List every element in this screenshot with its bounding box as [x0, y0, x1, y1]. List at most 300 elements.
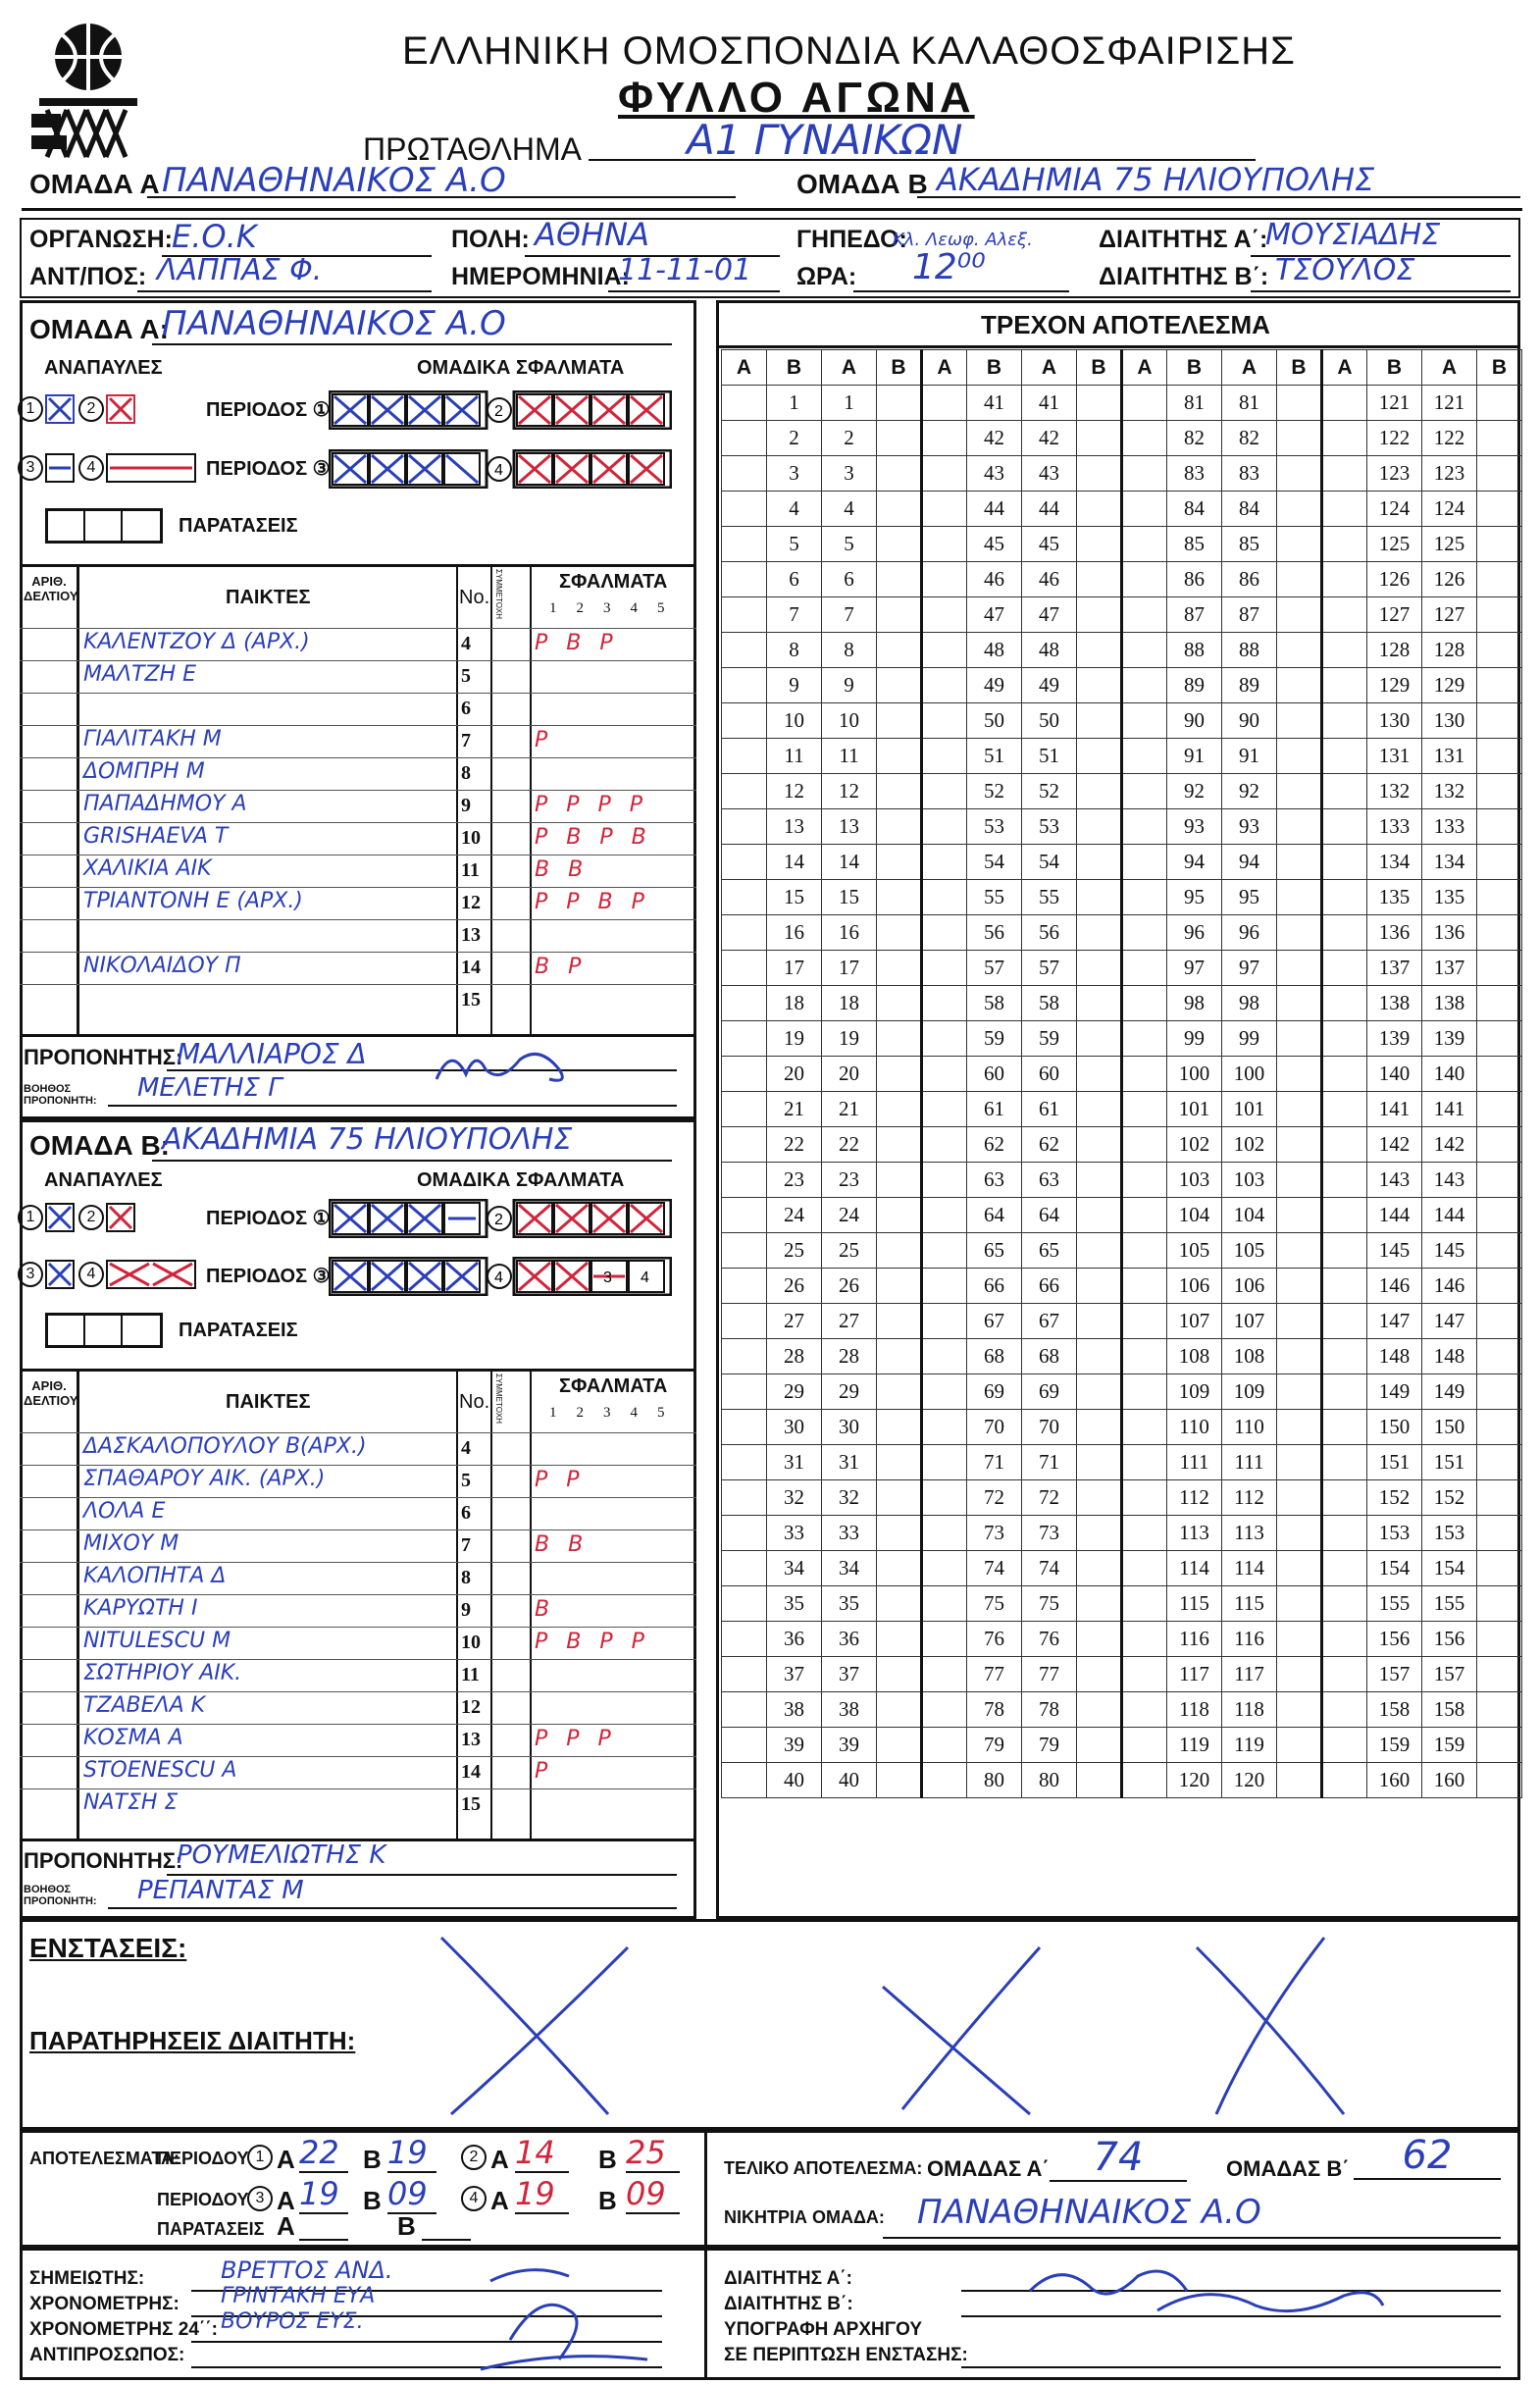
- final-team-b-label: ΟΜΑΔΑΣ Β΄: [1226, 2156, 1350, 2181]
- score-cell: 89: [1167, 668, 1222, 703]
- score-cell: [722, 880, 767, 915]
- score-cell: 3: [767, 456, 822, 492]
- team-a-player-number: 14: [461, 957, 481, 978]
- score-cell: [877, 1622, 922, 1657]
- ot-a-line: [299, 2239, 348, 2241]
- score-cell: [1277, 1657, 1322, 1692]
- score-cell: 128: [1422, 633, 1477, 668]
- score-cell: [1077, 1763, 1122, 1798]
- score-cell: 45: [1022, 527, 1077, 562]
- team-b-timeout-3-box[interactable]: [45, 1260, 75, 1289]
- score-cell: 80: [967, 1763, 1022, 1798]
- score-cell: 102: [1222, 1127, 1277, 1163]
- score-cell: 46: [967, 562, 1022, 597]
- team-b-timeout-4-marker: 4: [78, 1262, 104, 1287]
- score-cell: 26: [767, 1269, 822, 1304]
- score-cell: 3: [822, 456, 877, 492]
- score-cell: [1277, 1728, 1322, 1763]
- protest-cross-marks: [412, 1928, 1491, 2124]
- score-cell: [1277, 739, 1322, 774]
- team-b-timeout-2-box[interactable]: [106, 1203, 135, 1232]
- score-cell: [1122, 562, 1167, 597]
- score-cell: 123: [1367, 456, 1422, 492]
- score-cell: [1077, 774, 1122, 809]
- score-cell: 2: [822, 421, 877, 456]
- score-cell: [1477, 1445, 1522, 1480]
- team-a-timeout-4-box[interactable]: [106, 453, 196, 483]
- score-cell: 82: [1222, 421, 1277, 456]
- score-cell: 86: [1167, 562, 1222, 597]
- score-cell: 128: [1367, 633, 1422, 668]
- court-label: ΓΗΠΕΔΟ:: [796, 226, 907, 253]
- team-b-player-fouls: B: [535, 1597, 556, 1622]
- score-cell: [922, 1304, 967, 1339]
- score-cell: [1077, 1233, 1122, 1269]
- score-cell: 107: [1167, 1304, 1222, 1339]
- score-col-header: Α: [1322, 350, 1367, 386]
- score-cell: [922, 1692, 967, 1728]
- score-cell: 134: [1367, 845, 1422, 880]
- score-cell: [1277, 633, 1322, 668]
- score-cell: [1277, 880, 1322, 915]
- p3-a-value: 19: [299, 2175, 348, 2214]
- score-cell: 97: [1222, 951, 1277, 986]
- score-cell: 140: [1367, 1057, 1422, 1092]
- score-cell: 47: [967, 597, 1022, 633]
- score-cell: 74: [967, 1551, 1022, 1586]
- score-cell: 52: [1022, 774, 1077, 809]
- team-a-player-number: 10: [461, 827, 481, 849]
- score-cell: 153: [1367, 1516, 1422, 1551]
- score-cell: 12: [822, 774, 877, 809]
- score-cell: 109: [1167, 1374, 1222, 1410]
- score-cell: 51: [967, 739, 1022, 774]
- winner-line: [883, 2237, 1501, 2239]
- team-b-player-number: 11: [461, 1664, 480, 1685]
- score-cell: 15: [822, 880, 877, 915]
- p1-a-value: 22: [299, 2134, 348, 2173]
- score-cell: [1077, 562, 1122, 597]
- score-cell: 44: [1022, 492, 1077, 527]
- score-cell: [1077, 1410, 1122, 1445]
- ref1-label: ΔΙΑΙΤΗΤΗΣ Α΄:: [1099, 226, 1268, 253]
- team-a-timeout-3-box[interactable]: [45, 453, 75, 483]
- score-cell: [1277, 1480, 1322, 1516]
- score-cell: 48: [967, 633, 1022, 668]
- score-cell: [877, 1516, 922, 1551]
- team-a-player-name: GRISHAEVA Τ: [83, 824, 229, 849]
- score-cell: 98: [1167, 986, 1222, 1021]
- score-cell: 87: [1222, 597, 1277, 633]
- score-cell: [1322, 668, 1367, 703]
- team-a-player-name: ΝΙΚΟΛΑΙΔΟΥ Π: [83, 954, 241, 978]
- team-a-player-fouls: P: [535, 728, 554, 752]
- score-cell: 64: [967, 1198, 1022, 1233]
- score-cell: 42: [1022, 421, 1077, 456]
- score-cell: [1077, 845, 1122, 880]
- team-b-player-number: 4: [461, 1437, 471, 1459]
- score-cell: [1077, 1304, 1122, 1339]
- score-cell: [1122, 456, 1167, 492]
- score-cell: 34: [822, 1551, 877, 1586]
- score-cell: [1322, 1480, 1367, 1516]
- score-cell: [1077, 1657, 1122, 1692]
- score-cell: 79: [1022, 1728, 1077, 1763]
- score-cell: 72: [967, 1480, 1022, 1516]
- score-cell: [1477, 880, 1522, 915]
- p3-b-label: B: [363, 2186, 382, 2215]
- score-cell: 115: [1222, 1586, 1277, 1622]
- score-cell: [1322, 1728, 1367, 1763]
- team-b-player-fouls: P B P P: [535, 1630, 650, 1654]
- score-col-header: Α: [1022, 350, 1077, 386]
- score-cell: [1077, 703, 1122, 739]
- score-cell: 84: [1167, 492, 1222, 527]
- score-cell: [1077, 492, 1122, 527]
- score-cell: 4: [822, 492, 877, 527]
- score-cell: [922, 880, 967, 915]
- score-cell: [922, 1586, 967, 1622]
- score-cell: [1477, 597, 1522, 633]
- score-cell: 32: [767, 1480, 822, 1516]
- score-cell: 25: [822, 1233, 877, 1269]
- score-cell: 62: [967, 1127, 1022, 1163]
- score-cell: 84: [1222, 492, 1277, 527]
- score-cell: 66: [967, 1269, 1022, 1304]
- score-cell: 31: [822, 1445, 877, 1480]
- score-col-header: Α: [1422, 350, 1477, 386]
- p4-a-value: 19: [515, 2175, 569, 2214]
- score-cell: [922, 774, 967, 809]
- score-cell: [1122, 1092, 1167, 1127]
- score-cell: 38: [767, 1692, 822, 1728]
- score-cell: 111: [1222, 1445, 1277, 1480]
- score-cell: [1322, 739, 1367, 774]
- score-cell: 37: [822, 1657, 877, 1692]
- score-col-header: Β: [1277, 350, 1322, 386]
- team-b-player-row: [20, 1432, 696, 1465]
- score-cell: [1122, 739, 1167, 774]
- score-cell: [722, 951, 767, 986]
- championship-value: Α1 ΓΥΝΑΙΚΩΝ: [687, 116, 963, 164]
- score-cell: [877, 492, 922, 527]
- score-cell: 20: [822, 1057, 877, 1092]
- score-cell: 50: [967, 703, 1022, 739]
- score-cell: 76: [1022, 1622, 1077, 1657]
- score-cell: 85: [1222, 527, 1277, 562]
- score-cell: [877, 809, 922, 845]
- score-cell: [1477, 1586, 1522, 1622]
- team-b-player-row: [20, 1562, 696, 1594]
- score-cell: [1322, 1410, 1367, 1445]
- score-cell: 40: [822, 1763, 877, 1798]
- score-cell: 75: [967, 1586, 1022, 1622]
- score-cell: [722, 774, 767, 809]
- score-cell: 8: [767, 633, 822, 668]
- score-cell: 66: [1022, 1269, 1077, 1304]
- score-cell: [922, 562, 967, 597]
- score-cell: [1277, 1021, 1322, 1057]
- team-a-player-number: 7: [461, 730, 471, 751]
- score-cell: [1277, 1516, 1322, 1551]
- score-cell: 27: [822, 1304, 877, 1339]
- score-cell: [1477, 1657, 1522, 1692]
- score-cell: 160: [1422, 1763, 1477, 1798]
- score-cell: [722, 1480, 767, 1516]
- score-cell: 14: [767, 845, 822, 880]
- score-cell: 9: [767, 668, 822, 703]
- score-cell: [877, 1657, 922, 1692]
- score-col-header: Β: [967, 350, 1022, 386]
- header-rule: [22, 208, 1522, 211]
- team-a-player-name: ΔΟΜΠΡΗ Μ: [83, 759, 205, 784]
- score-cell: 79: [967, 1728, 1022, 1763]
- score-cell: 64: [1022, 1198, 1077, 1233]
- score-cell: 36: [767, 1622, 822, 1657]
- score-cell: 7: [767, 597, 822, 633]
- score-cell: 57: [1022, 951, 1077, 986]
- team-a-player-row: [20, 790, 696, 822]
- score-col-header: Α: [822, 350, 877, 386]
- score-cell: 55: [967, 880, 1022, 915]
- score-cell: 63: [1022, 1163, 1077, 1198]
- score-cell: [1477, 527, 1522, 562]
- date-line: [608, 290, 780, 292]
- score-cell: 126: [1422, 562, 1477, 597]
- score-cell: 21: [822, 1092, 877, 1127]
- score-cell: [1322, 1692, 1367, 1728]
- score-cell: 130: [1367, 703, 1422, 739]
- team-b-player-number: 9: [461, 1599, 471, 1621]
- team-a-timeout-1-box[interactable]: [45, 394, 75, 424]
- score-cell: 74: [1022, 1551, 1077, 1586]
- score-cell: [1277, 1233, 1322, 1269]
- score-cell: 6: [767, 562, 822, 597]
- score-cell: 62: [1022, 1127, 1077, 1163]
- team-b-period1-label: ΠΕΡΙΟΔΟΣ ①: [206, 1208, 331, 1229]
- score-cell: 96: [1222, 915, 1277, 951]
- score-cell: 28: [822, 1339, 877, 1374]
- score-cell: [1077, 1092, 1122, 1127]
- score-cell: [1122, 1233, 1167, 1269]
- city-label: ΠΟΛΗ:: [451, 226, 530, 253]
- team-b-fouls-p1: [329, 1199, 672, 1238]
- score-cell: 92: [1167, 774, 1222, 809]
- team-a-player-name: ΜΑΛΤΖΗ Ε: [83, 662, 197, 687]
- team-b-fouls-p3: [329, 1257, 672, 1296]
- team-a-foul-numbers: 12345: [549, 600, 685, 616]
- team-a-timeout-1-marker: 1: [18, 396, 43, 422]
- score-cell: 132: [1367, 774, 1422, 809]
- team-a-col-players: ΠΑΙΚΤΕΣ: [226, 587, 311, 608]
- team-a-timeout-2-box[interactable]: [106, 394, 135, 424]
- federation-logo: [27, 20, 140, 162]
- team-b-timeout-4-box[interactable]: [106, 1260, 196, 1289]
- score-cell: [922, 1622, 967, 1657]
- score-cell: 110: [1222, 1410, 1277, 1445]
- score-cell: 137: [1367, 951, 1422, 986]
- score-cell: 35: [822, 1586, 877, 1622]
- team-a-overtime-boxes: [45, 508, 163, 544]
- score-cell: [1122, 1516, 1167, 1551]
- team-a-col-entry: ΣΥΜΜΕΤΟΧΗ: [494, 569, 503, 620]
- score-cell: [1477, 1092, 1522, 1127]
- score-cell: [1477, 492, 1522, 527]
- score-cell: 30: [822, 1410, 877, 1445]
- score-cell: 103: [1222, 1163, 1277, 1198]
- score-cell: [877, 703, 922, 739]
- score-cell: [1277, 1445, 1322, 1480]
- score-cell: [1477, 1021, 1522, 1057]
- p3-b-value: 09: [387, 2175, 436, 2214]
- ref2-line: [1251, 290, 1511, 292]
- score-cell: [1277, 774, 1322, 809]
- score-cell: 130: [1422, 703, 1477, 739]
- score-cell: [1477, 845, 1522, 880]
- score-cell: [877, 1728, 922, 1763]
- team-a-player-name: ΤΡΙΑΝΤΟΝΗ Ε (ΑΡΧ.): [83, 889, 303, 913]
- results-overtime-label: ΠΑΡΑΤΑΣΕΙΣ: [157, 2219, 265, 2239]
- team-a-player-number: 6: [461, 698, 471, 719]
- score-cell: 147: [1422, 1304, 1477, 1339]
- score-cell: [722, 1057, 767, 1092]
- score-cell: 24: [767, 1198, 822, 1233]
- score-cell: [1322, 1763, 1367, 1798]
- score-cell: [1122, 1163, 1167, 1198]
- score-cell: 118: [1167, 1692, 1222, 1728]
- score-cell: [1077, 527, 1122, 562]
- score-cell: 114: [1167, 1551, 1222, 1586]
- score-cell: 75: [1022, 1586, 1077, 1622]
- score-cell: [1277, 562, 1322, 597]
- score-cell: 81: [1167, 386, 1222, 421]
- score-cell: 70: [1022, 1410, 1077, 1445]
- score-cell: [1322, 1092, 1367, 1127]
- score-cell: [1122, 1021, 1167, 1057]
- score-cell: [877, 915, 922, 951]
- svg-text:3: 3: [603, 1270, 612, 1286]
- timer24-label: ΧΡΟΝΟΜΕΤΡΗΣ 24΄΄:: [29, 2319, 218, 2340]
- score-cell: [922, 1657, 967, 1692]
- score-cell: [1077, 1480, 1122, 1516]
- score-cell: 123: [1422, 456, 1477, 492]
- score-cell: [722, 1269, 767, 1304]
- score-cell: 73: [1022, 1516, 1077, 1551]
- score-cell: 61: [1022, 1092, 1077, 1127]
- score-cell: 47: [1022, 597, 1077, 633]
- score-cell: [1322, 456, 1367, 492]
- team-a-coach-signature: [432, 1040, 589, 1089]
- score-cell: [1277, 915, 1322, 951]
- score-cell: 152: [1422, 1480, 1477, 1516]
- team-b-asst-line: [108, 1907, 677, 1909]
- score-cell: [922, 1198, 967, 1233]
- score-cell: [722, 386, 767, 421]
- score-cell: 71: [1022, 1445, 1077, 1480]
- score-cell: 1: [767, 386, 822, 421]
- score-cell: [877, 527, 922, 562]
- period-2-marker: 2: [461, 2145, 487, 2170]
- period-label-1: ΠΕΡΙΟΔΟΥ: [157, 2149, 249, 2168]
- score-cell: 51: [1022, 739, 1077, 774]
- score-cell: [1277, 703, 1322, 739]
- score-cell: [1122, 1198, 1167, 1233]
- score-cell: 32: [822, 1480, 877, 1516]
- referee-signatures: [1020, 2252, 1393, 2340]
- score-cell: [922, 986, 967, 1021]
- score-cell: [877, 421, 922, 456]
- score-cell: 112: [1167, 1480, 1222, 1516]
- team-b-label: ΟΜΑΔΑ Β: [796, 169, 928, 199]
- score-cell: [922, 1057, 967, 1092]
- score-cell: [1277, 845, 1322, 880]
- score-cell: [1077, 915, 1122, 951]
- score-cell: [1322, 951, 1367, 986]
- score-cell: [1477, 1163, 1522, 1198]
- score-cell: [1322, 880, 1367, 915]
- final-label: ΤΕΛΙΚΟ ΑΠΟΤΕΛΕΣΜΑ:: [724, 2158, 923, 2178]
- score-cell: [1477, 986, 1522, 1021]
- captain-sign-line: [961, 2366, 1501, 2368]
- score-cell: [722, 1233, 767, 1269]
- team-b-timeout-1-box[interactable]: [45, 1203, 75, 1232]
- team-a-timeouts-label: ΑΝΑΠΑΥΛΕΣ: [44, 357, 163, 379]
- score-col-header: Β: [1367, 350, 1422, 386]
- score-cell: [1277, 1410, 1322, 1445]
- score-cell: [722, 1339, 767, 1374]
- score-cell: [722, 633, 767, 668]
- ref2-label: ΔΙΑΙΤΗΤΗΣ Β΄:: [1099, 263, 1269, 290]
- court-value: Κλ. Λεωφ. Αλεξ.: [893, 230, 1033, 250]
- score-cell: [922, 597, 967, 633]
- score-cell: 63: [967, 1163, 1022, 1198]
- score-cell: [1477, 633, 1522, 668]
- score-cell: [877, 1339, 922, 1374]
- score-cell: 136: [1422, 915, 1477, 951]
- score-cell: 109: [1222, 1374, 1277, 1410]
- score-col-header: Β: [1477, 350, 1522, 386]
- team-b-col-no: No.: [459, 1391, 490, 1413]
- score-cell: 142: [1367, 1127, 1422, 1163]
- score-cell: [877, 1586, 922, 1622]
- score-cell: 10: [767, 703, 822, 739]
- score-cell: 141: [1422, 1092, 1477, 1127]
- score-cell: 21: [767, 1092, 822, 1127]
- score-cell: [1122, 597, 1167, 633]
- score-cell: 108: [1222, 1339, 1277, 1374]
- score-cell: [1122, 1586, 1167, 1622]
- score-cell: [877, 1233, 922, 1269]
- score-cell: [722, 1728, 767, 1763]
- score-cell: 14: [822, 845, 877, 880]
- team-a-player-fouls: P P B P: [535, 890, 650, 914]
- team-a-player-row: [20, 757, 696, 790]
- score-cell: 43: [967, 456, 1022, 492]
- score-cell: 99: [1222, 1021, 1277, 1057]
- captain-sign-label: ΥΠΟΓΡΑΦΗ ΑΡΧΗΓΟΥ: [724, 2319, 923, 2340]
- team-a-player-row: [20, 919, 696, 952]
- score-cell: 144: [1422, 1198, 1477, 1233]
- team-a-col-licence: ΑΡΙΘ. ΔΕΛΤΙΟΥ: [24, 574, 78, 603]
- score-cell: 112: [1222, 1480, 1277, 1516]
- score-cell: [1077, 1516, 1122, 1551]
- score-cell: 59: [1022, 1021, 1077, 1057]
- scorer-value: ΒΡΕΤΤΟΣ ΑΝΔ.: [221, 2256, 393, 2284]
- score-cell: [1477, 1198, 1522, 1233]
- team-a-col-no: No.: [459, 587, 490, 608]
- score-cell: 2: [767, 421, 822, 456]
- score-cell: [877, 774, 922, 809]
